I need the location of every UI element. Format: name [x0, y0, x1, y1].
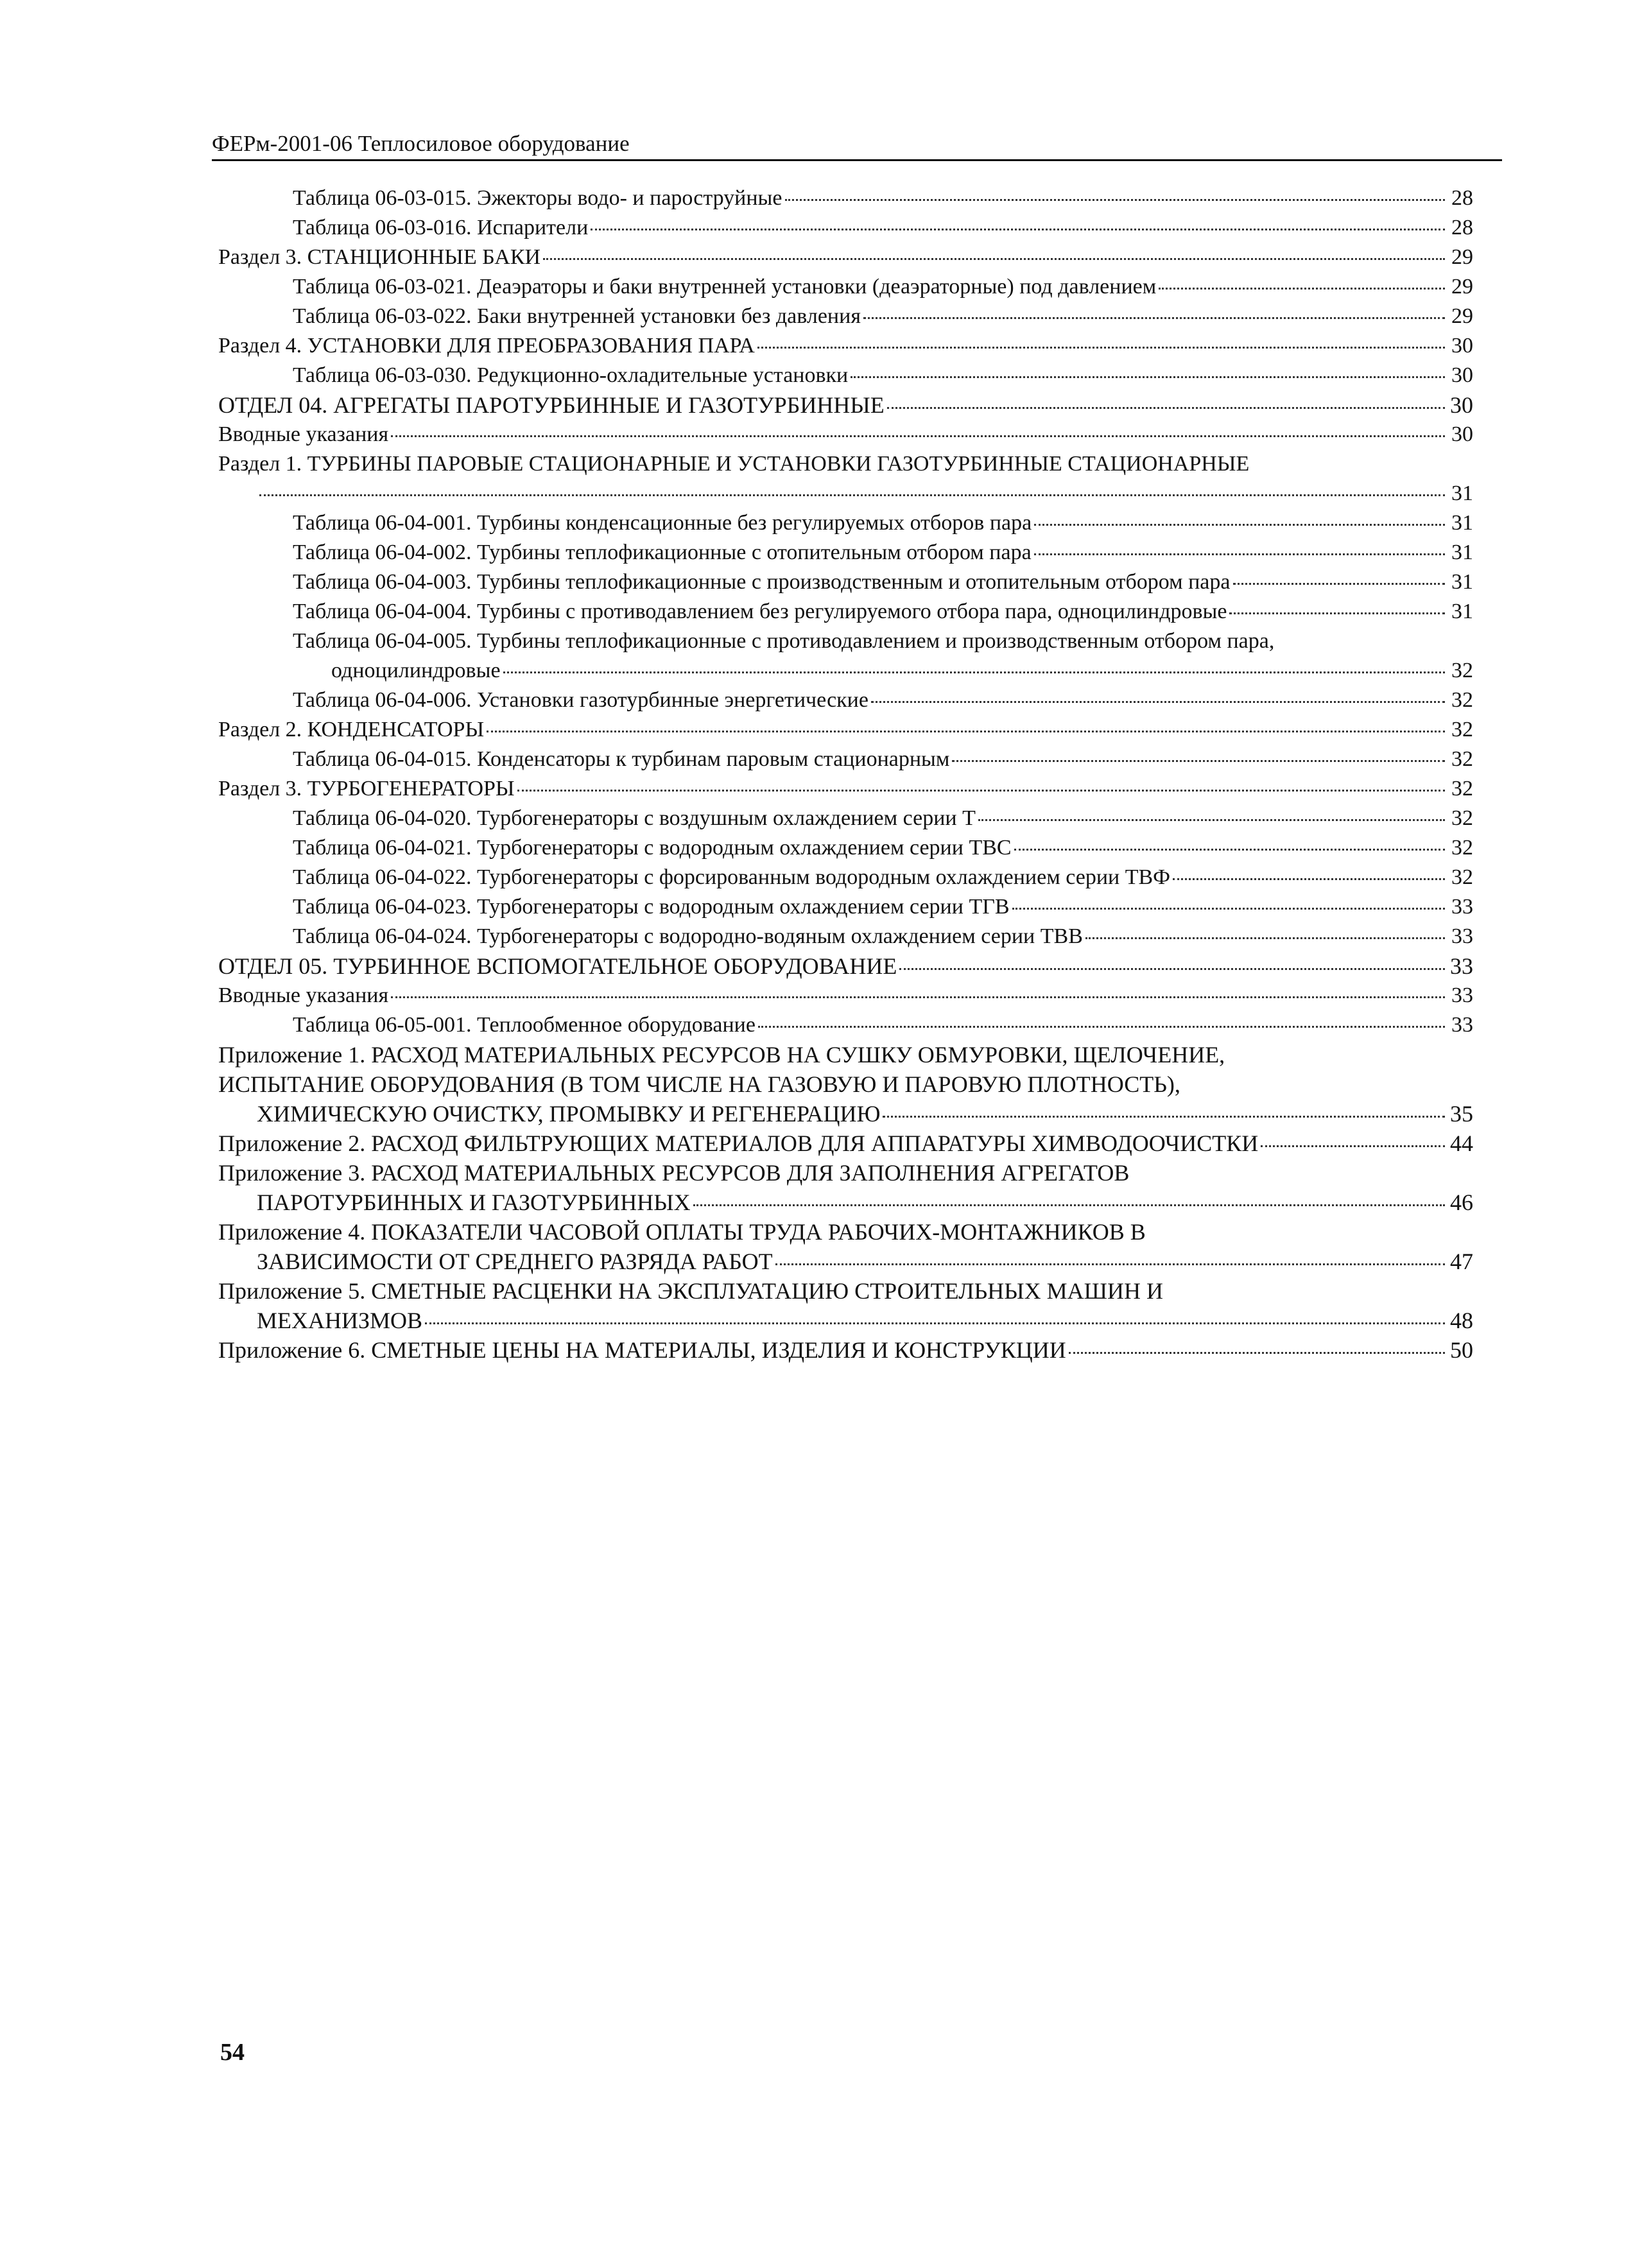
- dot-leader: [487, 731, 1445, 732]
- dot-leader: [425, 1322, 1445, 1324]
- toc-entry-page: 31: [1451, 511, 1473, 535]
- dot-leader: [1012, 908, 1445, 910]
- toc-entry: [218, 981, 1473, 1010]
- toc-entry-line: Таблица 06-04-005. Турбины теплофикационные с противодавлением и производственным отбором пара,: [293, 629, 1275, 653]
- toc-entry-title: Таблица 06-05-001. Теплообменное оборудование: [293, 1013, 756, 1037]
- toc-entry-page: 32: [1451, 688, 1473, 712]
- toc-entry-page: 32: [1451, 836, 1473, 860]
- toc-entry-page: 48: [1450, 1308, 1473, 1333]
- toc-entry: [218, 715, 1473, 745]
- running-header: ФЕРм-2001-06 Теплосиловое оборудование: [212, 130, 1502, 161]
- toc-entry-page: 30: [1450, 392, 1473, 418]
- toc-entry-page: 30: [1451, 422, 1473, 446]
- toc-entry: [218, 1129, 1473, 1158]
- toc-entry-line: Приложение 5. СМЕТНЫЕ РАСЦЕНКИ НА ЭКСПЛУАТАЦИЮ СТРОИТЕЛЬНЫХ МАШИН И: [218, 1278, 1163, 1304]
- toc-entry-title: Таблица 06-03-016. Испарители: [293, 216, 589, 239]
- toc-entry: [218, 627, 1473, 686]
- toc-entry-title: Таблица 06-04-004. Турбины с противодавлением без регулируемого отбора пара, одноцилиндровые: [293, 600, 1227, 623]
- toc-entry-line: Приложение 1. РАСХОД МАТЕРИАЛЬНЫХ РЕСУРСОВ НА СУШКУ ОБМУРОВКИ, ЩЕЛОЧЕНИЕ,: [218, 1042, 1225, 1068]
- toc-entry-page: 33: [1451, 983, 1473, 1007]
- toc-entry-line: ИСПЫТАНИЕ ОБОРУДОВАНИЯ (В ТОМ ЧИСЛЕ НА ГАЗОВУЮ И ПАРОВУЮ ПЛОТНОСТЬ),: [218, 1071, 1180, 1097]
- toc-entry: [218, 597, 1473, 627]
- dot-leader: [851, 376, 1445, 378]
- dot-leader: [887, 407, 1445, 409]
- table-of-contents: [218, 184, 1473, 1365]
- toc-entry: [218, 243, 1473, 272]
- toc-entry-page: 32: [1451, 865, 1473, 889]
- toc-entry-title: Приложение 6. СМЕТНЫЕ ЦЕНЫ НА МАТЕРИАЛЫ, ИЗДЕЛИЯ И КОНСТРУКЦИИ: [218, 1337, 1066, 1363]
- toc-entry-title: Таблица 06-04-022. Турбогенераторы с форсированным водородным охлаждением серии ТВФ: [293, 865, 1171, 889]
- toc-entry-title: Раздел 3. СТАНЦИОННЫЕ БАКИ: [218, 245, 541, 269]
- toc-entry: [218, 449, 1473, 508]
- toc-entry: [218, 686, 1473, 715]
- toc-entry-page: 33: [1451, 924, 1473, 948]
- toc-entry: [218, 922, 1473, 951]
- toc-entry-title: Раздел 4. УСТАНОВКИ ДЛЯ ПРЕОБРАЗОВАНИЯ ПАРА: [218, 334, 755, 358]
- dot-leader: [899, 968, 1445, 970]
- dot-leader: [591, 229, 1445, 230]
- toc-entry: [218, 863, 1473, 892]
- dot-leader: [1069, 1352, 1445, 1354]
- toc-entry: [218, 420, 1473, 449]
- toc-entry-title: ЗАВИСИМОСТИ ОТ СРЕДНЕГО РАЗРЯДА РАБОТ: [257, 1249, 773, 1274]
- toc-entry-page: 32: [1451, 659, 1473, 682]
- toc-entry-page: 31: [1451, 481, 1473, 505]
- toc-entry-page: 29: [1451, 304, 1473, 328]
- dot-leader: [1229, 612, 1445, 614]
- toc-entry-page: 50: [1450, 1337, 1473, 1363]
- toc-entry-line: Раздел 1. ТУРБИНЫ ПАРОВЫЕ СТАЦИОНАРНЫЕ И УСТАНОВКИ ГАЗОТУРБИННЫЕ СТАЦИОНАРНЫЕ: [218, 452, 1250, 476]
- toc-entry: [218, 272, 1473, 302]
- toc-entry-title: Таблица 06-04-002. Турбины теплофикационные с отопительным отбором пара: [293, 541, 1032, 564]
- page-number: 54: [220, 2039, 245, 2066]
- toc-entry: [218, 184, 1473, 213]
- toc-entry-title: Таблица 06-04-020. Турбогенераторы с воздушным охлаждением серии Т: [293, 806, 976, 830]
- toc-entry-title: Раздел 2. КОНДЕНСАТОРЫ: [218, 718, 485, 741]
- dot-leader: [871, 701, 1445, 703]
- dot-leader: [503, 671, 1445, 673]
- dot-leader: [1034, 553, 1445, 555]
- toc-entry-page: 32: [1451, 718, 1473, 741]
- toc-entry: [218, 804, 1473, 833]
- toc-entry-page: 33: [1451, 1013, 1473, 1037]
- dot-leader: [978, 819, 1445, 821]
- toc-entry-title: ПАРОТУРБИННЫХ И ГАЗОТУРБИННЫХ: [257, 1190, 691, 1215]
- toc-entry-page: 31: [1451, 541, 1473, 564]
- toc-entry: [218, 745, 1473, 774]
- toc-entry-page: 32: [1451, 747, 1473, 771]
- toc-entry-page: 35: [1450, 1101, 1473, 1127]
- toc-entry-title: Раздел 3. ТУРБОГЕНЕРАТОРЫ: [218, 777, 515, 801]
- toc-entry: [218, 951, 1473, 981]
- toc-entry-title: ОТДЕЛ 05. ТУРБИННОЕ ВСПОМОГАТЕЛЬНОЕ ОБОРУДОВАНИЕ: [218, 953, 897, 979]
- toc-entry: [218, 1010, 1473, 1040]
- toc-entry: [218, 331, 1473, 361]
- dot-leader: [758, 1026, 1445, 1028]
- dot-leader: [757, 347, 1445, 349]
- toc-entry-title: Таблица 06-03-022. Баки внутренней установки без давления: [293, 304, 861, 328]
- dot-leader: [785, 199, 1446, 201]
- dot-leader: [517, 790, 1445, 792]
- toc-entry-page: 30: [1451, 363, 1473, 387]
- toc-entry-page: 46: [1450, 1190, 1473, 1215]
- toc-entry-title: Таблица 06-03-015. Эжекторы водо- и пароструйные: [293, 186, 782, 210]
- dot-leader: [391, 996, 1445, 998]
- toc-entry-title: Таблица 06-03-030. Редукционно-охладительные установки: [293, 363, 849, 387]
- dot-leader: [883, 1116, 1445, 1118]
- toc-entry-page: 28: [1451, 216, 1473, 239]
- toc-entry-title: Вводные указания: [218, 983, 389, 1007]
- dot-leader: [1085, 937, 1445, 939]
- dot-leader: [1159, 288, 1445, 290]
- toc-entry-page: 31: [1451, 570, 1473, 594]
- toc-entry-page: 29: [1451, 275, 1473, 299]
- toc-entry-title: Таблица 06-04-003. Турбины теплофикационные с производственным и отопительным отбором пара: [293, 570, 1231, 594]
- toc-entry: [218, 302, 1473, 331]
- dot-leader: [693, 1204, 1445, 1206]
- toc-entry: [218, 1276, 1473, 1335]
- toc-entry-title: Таблица 06-04-021. Турбогенераторы с водородным охлаждением серии ТВС: [293, 836, 1012, 860]
- toc-entry: [218, 213, 1473, 243]
- toc-entry-title: Таблица 06-03-021. Деаэраторы и баки внутренней установки (деаэраторные) под давлением: [293, 275, 1157, 299]
- dot-leader: [259, 494, 1445, 496]
- dot-leader: [1173, 878, 1445, 880]
- toc-entry-title: Таблица 06-04-015. Конденсаторы к турбинам паровым стационарным: [293, 747, 950, 771]
- toc-entry: [218, 892, 1473, 922]
- toc-entry-title: ХИМИЧЕСКУЮ ОЧИСТКУ, ПРОМЫВКУ И РЕГЕНЕРАЦИЮ: [257, 1101, 881, 1127]
- dot-leader: [863, 317, 1445, 319]
- toc-entry: [218, 1158, 1473, 1217]
- dot-leader: [1034, 524, 1445, 526]
- toc-entry-title: ОТДЕЛ 04. АГРЕГАТЫ ПАРОТУРБИННЫЕ И ГАЗОТУРБИННЫЕ: [218, 392, 885, 418]
- toc-entry: [218, 390, 1473, 420]
- dot-leader: [952, 760, 1445, 762]
- toc-entry-title: Приложение 2. РАСХОД ФИЛЬТРУЮЩИХ МАТЕРИАЛОВ ДЛЯ АППАРАТУРЫ ХИМВОДООЧИСТКИ: [218, 1130, 1259, 1156]
- toc-entry: [218, 361, 1473, 390]
- toc-entry-title: одноцилиндровые: [331, 659, 501, 682]
- toc-entry-title: Таблица 06-04-006. Установки газотурбинные энергетические: [293, 688, 868, 712]
- toc-entry-page: 32: [1451, 806, 1473, 830]
- toc-entry-title: Таблица 06-04-001. Турбины конденсационные без регулируемых отборов пара: [293, 511, 1032, 535]
- toc-entry-line: Приложение 4. ПОКАЗАТЕЛИ ЧАСОВОЙ ОПЛАТЫ ТРУДА РАБОЧИХ-МОНТАЖНИКОВ В: [218, 1219, 1146, 1245]
- toc-entry-title: МЕХАНИЗМОВ: [257, 1308, 423, 1333]
- toc-entry: [218, 833, 1473, 863]
- toc-entry-line: Приложение 3. РАСХОД МАТЕРИАЛЬНЫХ РЕСУРСОВ ДЛЯ ЗАПОЛНЕНИЯ АГРЕГАТОВ: [218, 1160, 1130, 1186]
- toc-entry-title: Таблица 06-04-023. Турбогенераторы с водородным охлаждением серии ТГВ: [293, 895, 1010, 919]
- toc-entry-page: 32: [1451, 777, 1473, 801]
- toc-entry-title: Таблица 06-04-024. Турбогенераторы с водородно-водяным охлаждением серии ТВВ: [293, 924, 1083, 948]
- toc-entry-page: 28: [1451, 186, 1473, 210]
- toc-entry: [218, 538, 1473, 567]
- toc-entry: [218, 1217, 1473, 1276]
- dot-leader: [775, 1263, 1445, 1265]
- dot-leader: [1233, 583, 1446, 585]
- toc-entry-page: 29: [1451, 245, 1473, 269]
- dot-leader: [1261, 1145, 1445, 1147]
- toc-entry: [218, 774, 1473, 804]
- toc-entry: [218, 508, 1473, 538]
- dot-leader: [391, 435, 1445, 437]
- toc-entry-page: 44: [1450, 1130, 1473, 1156]
- toc-entry-page: 33: [1450, 953, 1473, 979]
- toc-entry-title: Вводные указания: [218, 422, 389, 446]
- toc-entry-page: 47: [1450, 1249, 1473, 1274]
- toc-entry: [218, 567, 1473, 597]
- toc-entry: [218, 1335, 1473, 1365]
- toc-entry-page: 30: [1451, 334, 1473, 358]
- dot-leader: [543, 258, 1445, 260]
- toc-entry: [218, 1040, 1473, 1129]
- toc-entry-page: 31: [1451, 600, 1473, 623]
- toc-entry-page: 33: [1451, 895, 1473, 919]
- dot-leader: [1014, 849, 1445, 851]
